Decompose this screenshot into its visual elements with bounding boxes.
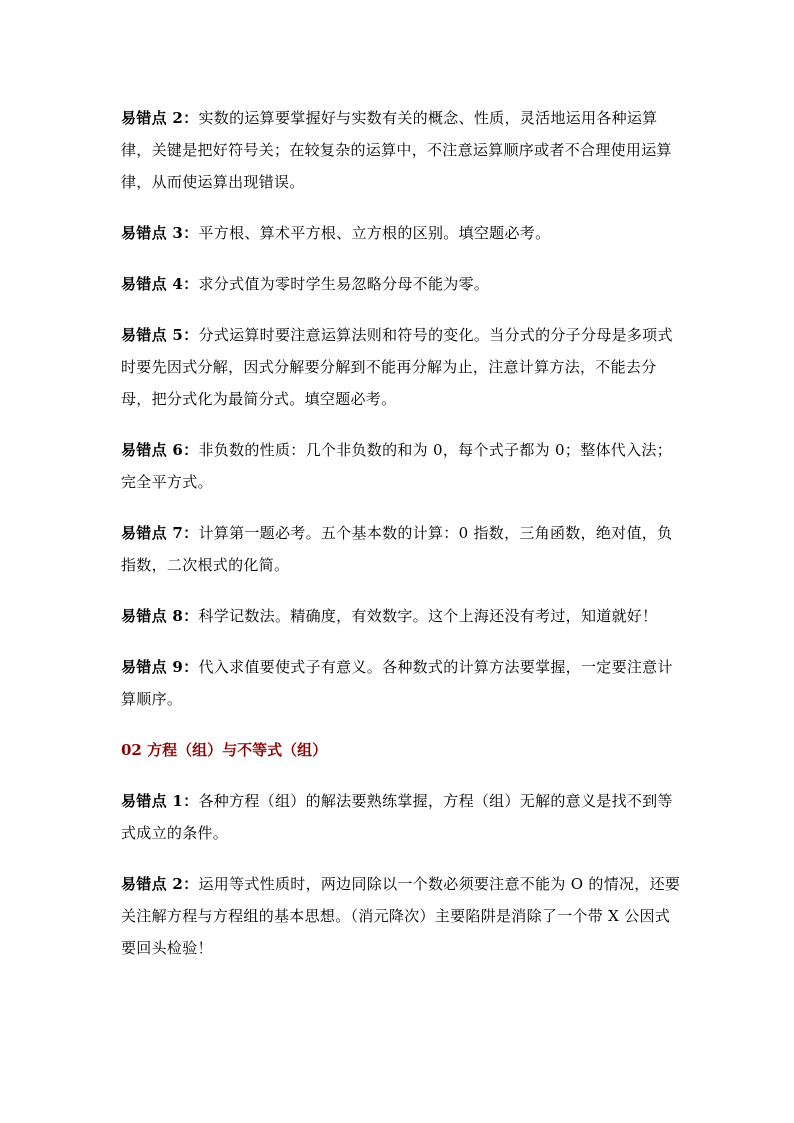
error-point-text: 分式运算时要注意运算法则和符号的变化。当分式的分子分母是多项式时要先因式分解，因式分解要分解到不能再分解为止，注意计算方法，不能去分母，把分式化为最简分式。填空题必考。 — [121, 326, 673, 408]
error-point-text: 代入求值要使式子有意义。各种数式的计算方法要掌握，一定要注意计算顺序。 — [121, 658, 673, 708]
error-point-label: 易错点 3： — [121, 224, 199, 242]
error-point-text: 求分式值为零时学生易忽略分母不能为零。 — [198, 275, 490, 293]
error-point-label: 易错点 4： — [121, 275, 199, 293]
error-point-text: 平方根、算术平方根、立方根的区别。填空题必考。 — [198, 224, 551, 242]
error-point-text: 运用等式性质时，两边同除以一个数必须要注意不能为 O 的情况，还要关注解方程与方程组的基本思想。（消元降次）主要陷阱是消除了一个带 X 公因式要回头检验！ — [121, 875, 681, 957]
section-heading: 02 方程（组）与不等式（组） — [121, 741, 328, 759]
error-point-2 — [121, 102, 681, 198]
error-point-text: 实数的运算要掌握好与实数有关的概念、性质，灵活地运用各种运算律，关键是把好符号关；在较复杂的运算中，不注意运算顺序或者不合理使用运算律，从而使运算出现错误。 — [121, 109, 672, 191]
error-point-7 — [121, 517, 681, 581]
error-point-text: 科学记数法。精确度，有效数字。这个上海还没有考过，知道就好！ — [198, 607, 658, 625]
error-point-label: 易错点 2： — [121, 109, 199, 127]
error-point-label: 易错点 5： — [121, 326, 199, 344]
section-error-point-2 — [121, 868, 681, 964]
error-point-6 — [121, 434, 681, 498]
error-point-text: 各种方程（组）的解法要熟练掌握，方程（组）无解的意义是找不到等式成立的条件。 — [121, 792, 673, 842]
error-point-text: 计算第一题必考。五个基本数的计算：0 指数，三角函数，绝对值，负指数，二次根式的化简。 — [121, 524, 673, 574]
error-point-label: 易错点 9： — [121, 658, 199, 676]
error-point-3 — [121, 217, 681, 249]
error-point-text: 非负数的性质：几个非负数的和为 0，每个式子都为 0；整体代入法；完全平方式。 — [121, 441, 672, 491]
error-point-label: 易错点 1： — [121, 792, 199, 810]
error-point-8 — [121, 600, 681, 632]
error-point-label: 易错点 8： — [121, 607, 199, 625]
error-point-label: 易错点 7： — [121, 524, 199, 542]
document-content — [121, 102, 681, 983]
section-error-point-1 — [121, 785, 681, 849]
error-point-label: 易错点 6： — [121, 441, 199, 459]
error-point-5 — [121, 319, 681, 415]
error-point-9 — [121, 651, 681, 715]
error-point-4 — [121, 268, 681, 300]
error-point-label: 易错点 2： — [121, 875, 199, 893]
